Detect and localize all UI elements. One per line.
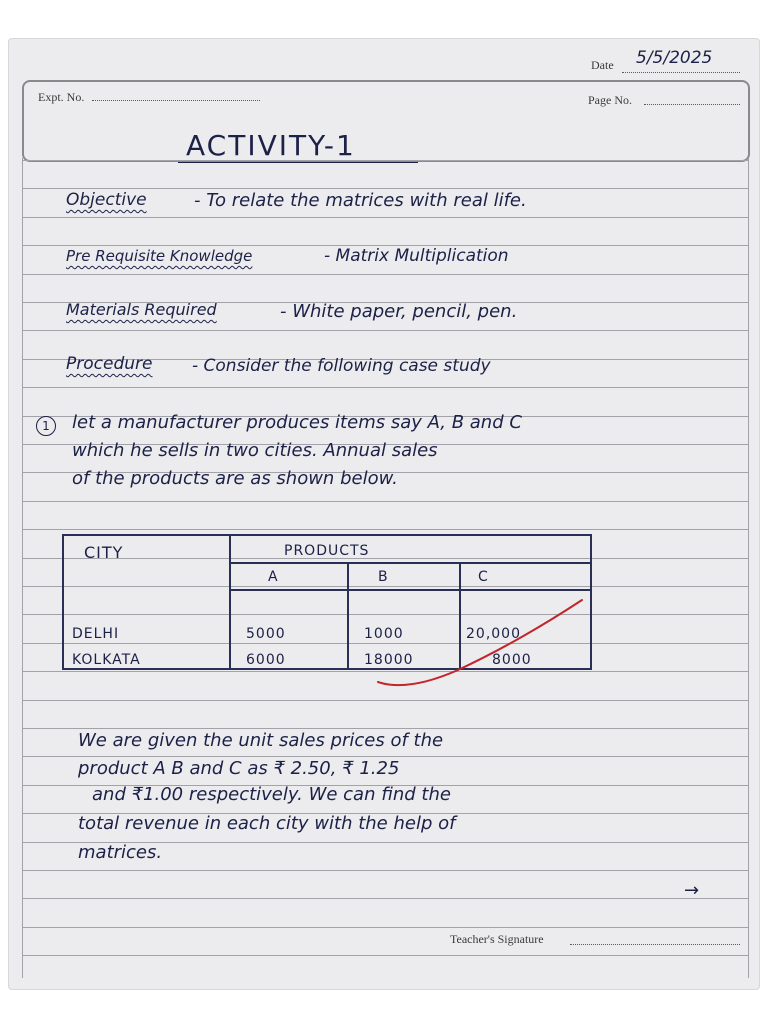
materials-label: Materials Required bbox=[66, 300, 217, 319]
procedure-text: - Consider the following case study bbox=[192, 356, 491, 376]
title-underline bbox=[178, 162, 418, 163]
para2-line1: We are given the unit sales prices of the bbox=[78, 730, 444, 751]
table-cell: 5000 bbox=[246, 626, 286, 642]
rule-line bbox=[22, 387, 748, 388]
table-row-city: KOLKATA bbox=[72, 652, 141, 668]
notebook-page bbox=[8, 38, 760, 990]
para2-line4: total revenue in each city with the help of bbox=[78, 813, 456, 834]
red-tick-mark bbox=[368, 596, 588, 692]
materials-text: - White paper, pencil, pen. bbox=[280, 301, 518, 322]
page-title: ACTIVITY-1 bbox=[186, 129, 356, 162]
table-header-bottom-line bbox=[230, 589, 590, 591]
rule-line bbox=[22, 274, 748, 275]
teacher-signature-label: Teacher's Signature bbox=[450, 932, 544, 946]
objective-text: - To relate the matrices with real life. bbox=[194, 190, 527, 211]
rule-line bbox=[22, 501, 748, 502]
table-header-c: C bbox=[478, 569, 489, 585]
table-header-city: CITY bbox=[84, 543, 124, 562]
date-value: 5/5/2025 bbox=[636, 48, 713, 68]
para2-line5: matrices. bbox=[78, 842, 163, 863]
teacher-signature-line bbox=[570, 944, 740, 945]
procedure-label: Procedure bbox=[66, 354, 153, 374]
table-left-border bbox=[62, 534, 64, 670]
expt-no-line bbox=[92, 100, 260, 101]
table-header-products: PRODUCTS bbox=[284, 543, 370, 559]
rule-line bbox=[22, 927, 748, 928]
rule-line bbox=[22, 898, 748, 899]
continue-arrow-icon: → bbox=[684, 880, 700, 901]
prereq-label: Pre Requisite Knowledge bbox=[66, 247, 253, 265]
table-col-divider-ab bbox=[347, 562, 349, 668]
rule-line bbox=[22, 728, 748, 729]
table-subheader-line bbox=[229, 562, 590, 564]
right-margin-line bbox=[748, 158, 749, 978]
page-no-line bbox=[644, 104, 740, 105]
rule-line bbox=[22, 558, 748, 559]
left-margin-line bbox=[22, 158, 23, 978]
para1-line3: of the products are as shown below. bbox=[72, 468, 398, 489]
table-row-city: DELHI bbox=[72, 626, 120, 642]
objective-label: Objective bbox=[66, 190, 147, 210]
table-right-border bbox=[590, 534, 592, 670]
page-no-label: Page No. bbox=[588, 93, 632, 107]
table-cell: 18000 bbox=[364, 652, 414, 668]
para1-line1: let a manufacturer produces items say A, B and C bbox=[72, 412, 522, 433]
rule-line bbox=[22, 700, 748, 701]
rule-line bbox=[22, 870, 748, 871]
table-cell: 20,000 bbox=[466, 626, 521, 642]
table-top-border bbox=[62, 534, 592, 536]
prereq-text: - Matrix Multiplication bbox=[324, 246, 509, 266]
table-cell: 8000 bbox=[492, 652, 532, 668]
rule-line bbox=[22, 955, 748, 956]
rule-line bbox=[22, 586, 748, 587]
para2-line2: product A B and C as ₹ 2.50, ₹ 1.25 bbox=[78, 758, 400, 779]
date-line bbox=[622, 72, 740, 73]
para1-line2: which he sells in two cities. Annual sales bbox=[72, 440, 438, 461]
para2-line3: and ₹1.00 respectively. We can find the bbox=[92, 784, 451, 805]
table-header-b: B bbox=[378, 569, 389, 585]
table-header-a: A bbox=[268, 569, 279, 585]
table-cell: 6000 bbox=[246, 652, 286, 668]
rule-line bbox=[22, 330, 748, 331]
header-box bbox=[22, 80, 750, 162]
table-cell: 1000 bbox=[364, 626, 404, 642]
rule-line bbox=[22, 529, 748, 530]
expt-no-label: Expt. No. bbox=[38, 90, 85, 104]
table-city-divider bbox=[229, 534, 231, 670]
rule-line bbox=[22, 217, 748, 218]
date-label: Date bbox=[591, 58, 614, 72]
rule-line bbox=[22, 160, 748, 161]
item-number-circle: 1 bbox=[36, 416, 56, 436]
